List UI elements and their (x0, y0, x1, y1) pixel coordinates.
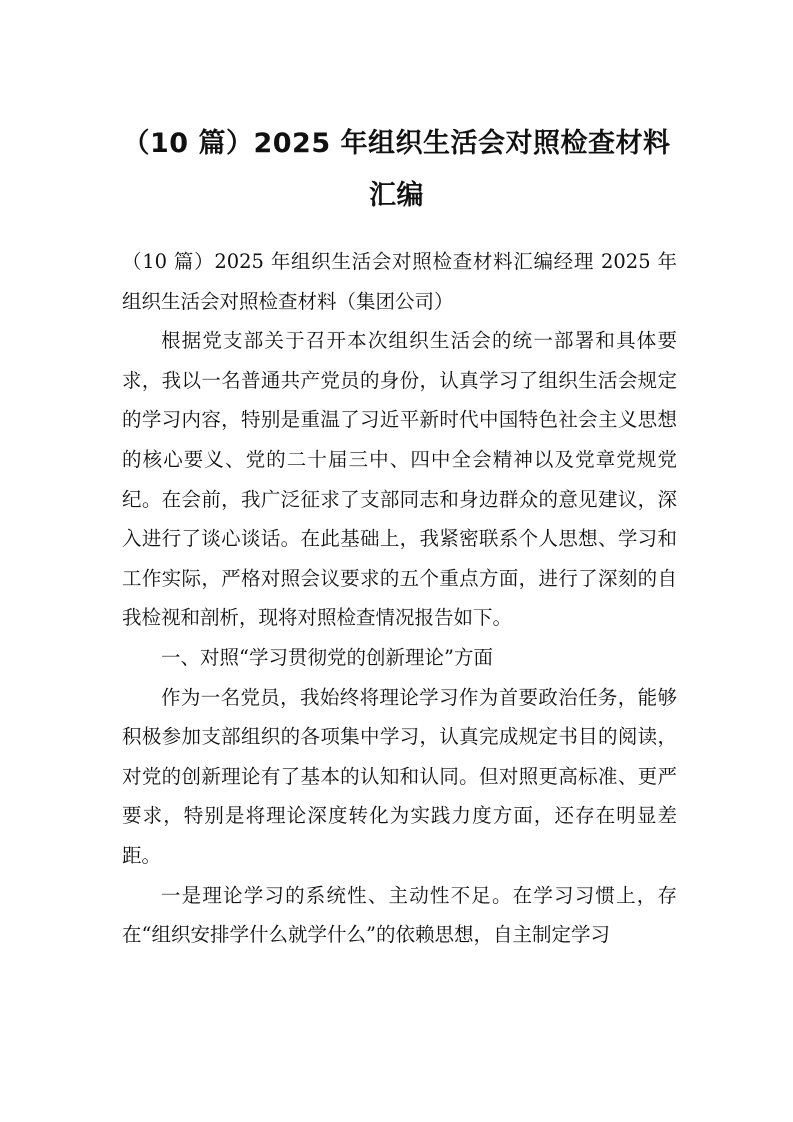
section-heading-1: 一、对照“学习贯彻党的创新理论”方面 (161, 645, 493, 669)
document-body (122, 242, 677, 955)
body-paragraph-1: 根据党支部关于召开本次组织生活会的统一部署和具体要求，我以一名普通共产党员的身份，认真学习了组织生活会规定的学习内容，特别是重温了习近平新时代中国特色社会主义思想的核心要义、党的二十届三中、四中全会精神以及党章党规党纪。在会前，我广泛征求了支部同志和身边群众的意见建议，深入进行了谈心谈话。在此基础上，我紧密联系个人思想、学习和工作实际，严格对照会议要求的五个重点方面，进行了深刻的自我检视和剖析，现将对照检查情况报告如下。 (122, 329, 677, 630)
document-title: （10 篇）2025 年组织生活会对照检查材料汇编 (122, 128, 671, 211)
body-paragraph-2: 作为一名党员，我始终将理论学习作为首要政治任务，能够积极参加支部组织的各项集中学习，认真完成规定书目的阅读，对党的创新理论有了基本的认知和认同。但对照更高标准、更严要求，特别是将理论深度转化为实践力度方面，还存在明显差距。 (122, 685, 677, 867)
body-paragraph-3: 一是理论学习的系统性、主动性不足。在学习习惯上，存在“组织安排学什么就学什么”的依赖思想，自主制定学习 (122, 883, 677, 947)
intro-paragraph: （10 篇）2025 年组织生活会对照检查材料汇编经理 2025 年组织生活会对照检查材料（集团公司） (122, 250, 677, 313)
